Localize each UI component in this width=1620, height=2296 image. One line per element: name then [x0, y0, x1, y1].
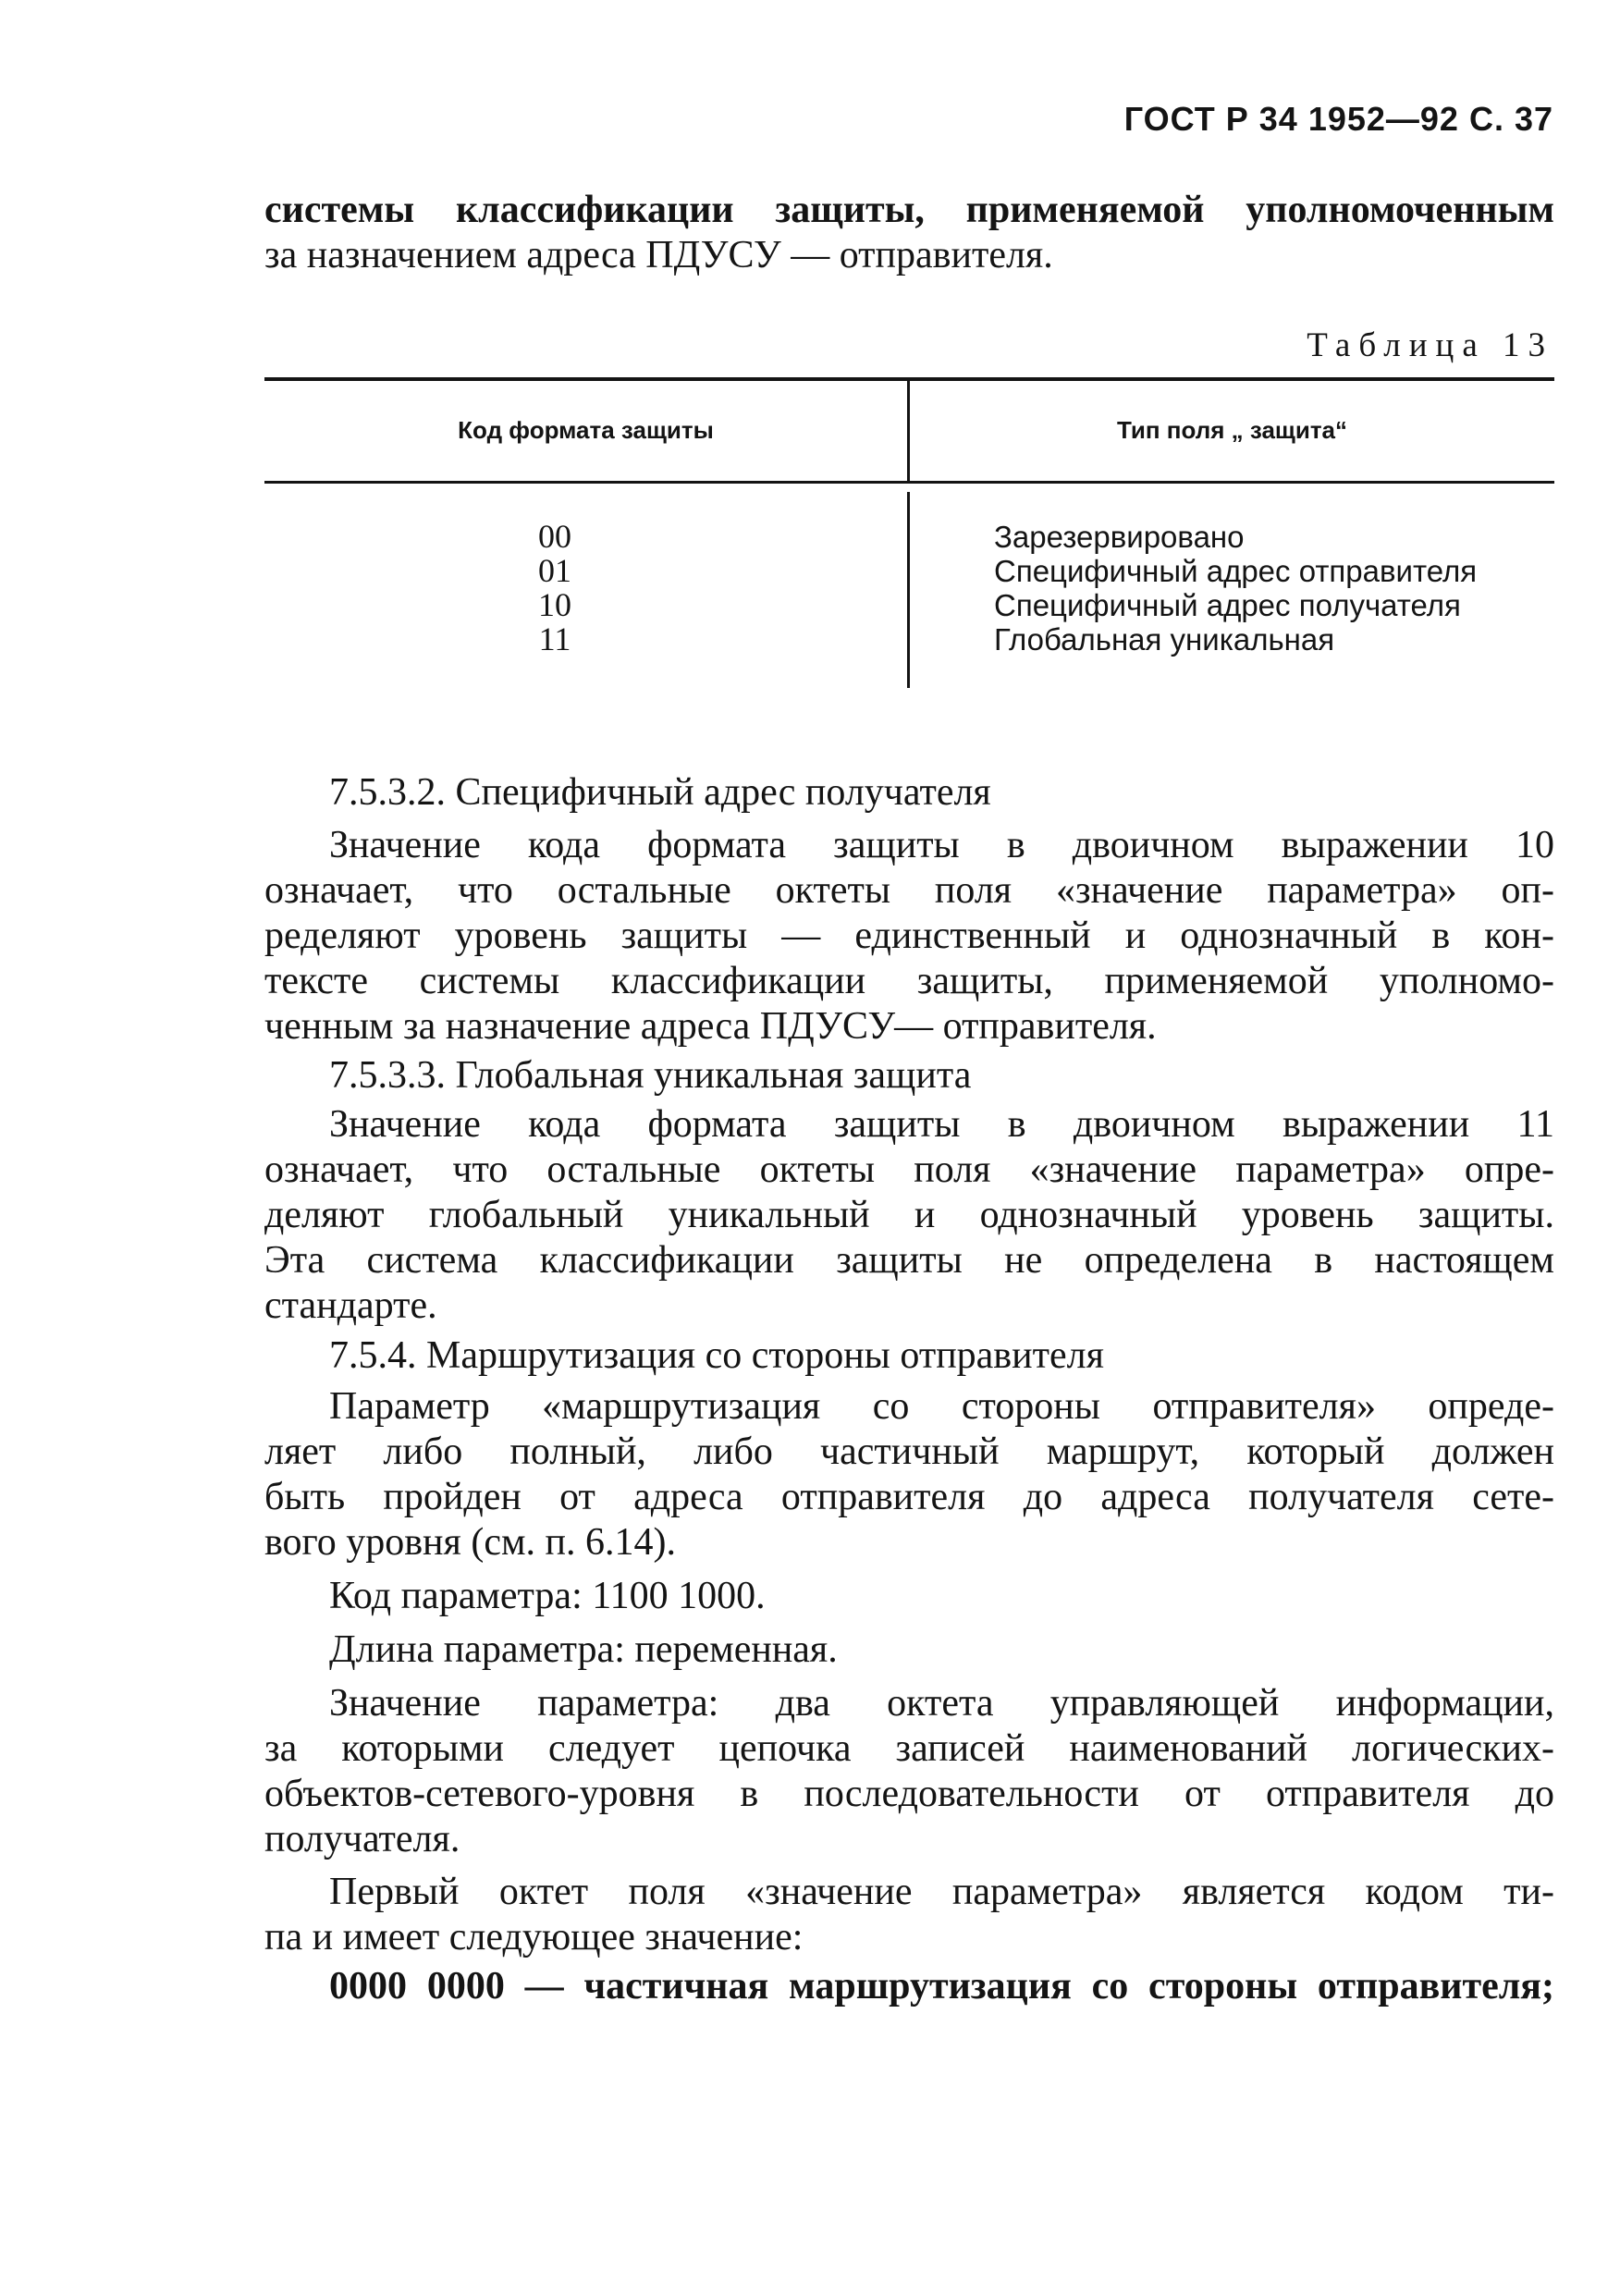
param-code: Код параметра: 1100 1000.: [329, 1575, 766, 1617]
section-7533-line: деляют глобальный уникальный и однозначный уровень защиты.: [264, 1194, 1554, 1236]
routing-code-line: 0000 0000 — частичная маршрутизация со стороны отправителя;: [329, 1965, 1554, 2007]
section-754-line: вого уровня (см. п. 6.14).: [264, 1521, 677, 1564]
section-754-line: Параметр «маршрутизация со стороны отправителя» опреде-: [329, 1385, 1554, 1428]
table-row-type: Специфичный адрес отправителя: [994, 554, 1478, 588]
section-7532-line: означает, что остальные октеты поля «значение параметра» оп-: [264, 869, 1554, 912]
table-row-type: Зарезервировано: [994, 520, 1245, 554]
table-row-code: 10: [538, 586, 571, 623]
section-7532-line: тексте системы классификации защиты, применяемой уполномо-: [264, 960, 1554, 1002]
section-7532-line: Значение кода формата защиты в двоичном выражении 10: [329, 824, 1554, 866]
table-row-type: Глобальная уникальная: [994, 622, 1335, 657]
section-7533-line: Значение кода формата защиты в двоичном выражении 11: [329, 1103, 1554, 1146]
table-header-rule: [264, 481, 1554, 484]
table-row-code: 01: [538, 552, 571, 589]
section-7533-line: стандарте.: [264, 1284, 437, 1327]
intro-line-1: системы классификации защиты, применяемой уполномоченным: [264, 189, 1554, 231]
section-7532-line: ределяют уровень защиты — единственный и однозначный в кон-: [264, 915, 1554, 957]
table-header-type: Тип поля „ защита“: [1116, 416, 1348, 444]
section-7532-line: ченным за назначение адреса ПДУСУ— отправителя.: [264, 1005, 1157, 1048]
section-7533-line: Эта система классификации защиты не определена в настоящем: [264, 1239, 1554, 1282]
table-row-code: 11: [538, 620, 571, 657]
first-octet-line: Первый октет поля «значение параметра» является кодом ти-: [329, 1871, 1554, 1913]
table-row-type: Специфичный адрес получателя: [994, 588, 1461, 622]
intro-line-2: за назначением адреса ПДУСУ — отправителя.: [264, 234, 1053, 276]
section-7533-heading: 7.5.3.3. Глобальная уникальная защита: [329, 1054, 972, 1097]
section-754-heading: 7.5.4. Маршрутизация со стороны отправителя: [329, 1334, 1104, 1377]
param-value-line: получателя.: [264, 1818, 460, 1860]
page-header: ГОСТ Р 34 1952—92 С. 37: [1123, 100, 1553, 138]
section-7533-line: означает, что остальные октеты поля «значение параметра» опре-: [264, 1148, 1554, 1191]
section-754-line: быть пройден от адреса отправителя до адреса получателя сете-: [264, 1476, 1554, 1518]
param-length: Длина параметра: переменная.: [329, 1628, 838, 1671]
param-value-line: Значение параметра: два октета управляющей информации,: [329, 1682, 1554, 1725]
section-754-line: ляет либо полный, либо частичный маршрут, который должен: [264, 1430, 1554, 1473]
first-octet-line: па и имеет следующее значение:: [264, 1916, 804, 1958]
table-caption: Таблица 13: [1307, 326, 1553, 364]
section-7532-heading: 7.5.3.2. Специфичный адрес получателя: [329, 771, 991, 814]
table-row-code: 00: [538, 518, 571, 555]
table-body-divider: [907, 492, 910, 688]
param-value-line: за которыми следует цепочка записей наименований логических-: [264, 1727, 1554, 1770]
param-value-line: объектов-сетевого-уровня в последовательности от отправителя до: [264, 1773, 1554, 1815]
table-header-code: Код формата защиты: [458, 416, 714, 444]
